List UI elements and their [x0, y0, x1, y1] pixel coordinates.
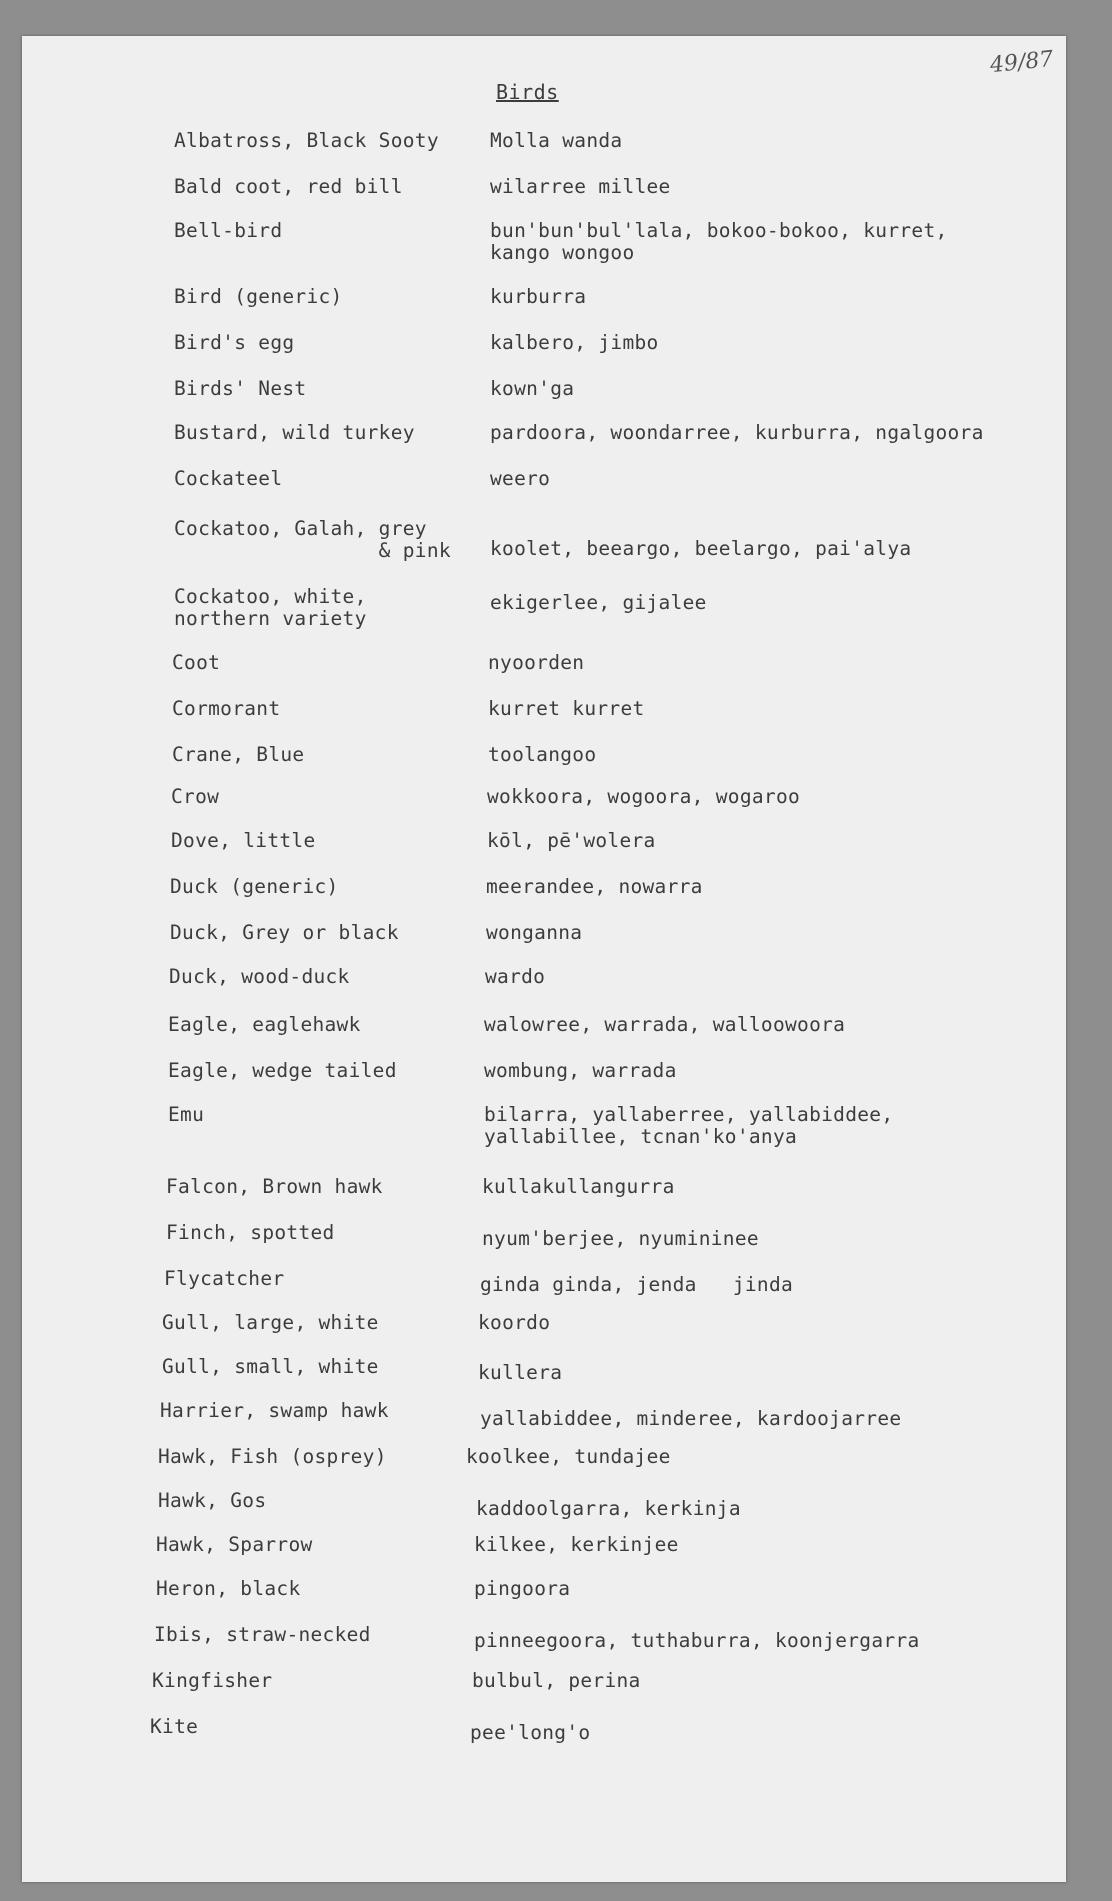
aboriginal-term: kurburra [490, 285, 587, 308]
english-term: Crane, Blue [172, 743, 305, 766]
list-item [22, 1356, 1066, 1404]
list-item [22, 1176, 1066, 1224]
list-item [22, 518, 1066, 566]
document-page [22, 36, 1066, 1882]
english-term: Birds' Nest [174, 377, 307, 400]
list-item [22, 1312, 1066, 1360]
aboriginal-term: pardoora, woondarree, kurburra, ngalgoora [490, 421, 984, 444]
english-term: Cockateel [174, 467, 283, 490]
english-term: Eagle, eaglehawk [168, 1013, 361, 1036]
aboriginal-term: koolkee, tundajee [466, 1445, 671, 1468]
english-term: Kite [150, 1715, 199, 1738]
list-item [22, 1060, 1066, 1108]
aboriginal-term: wonganna [486, 921, 583, 944]
english-term: Crow [171, 785, 220, 808]
aboriginal-term: nyum'berjee, nyumininee [482, 1227, 759, 1250]
list-item [22, 1490, 1066, 1538]
aboriginal-term: pinneegoora, tuthaburra, koonjergarra [474, 1629, 920, 1652]
english-term: Cockatoo, white, northern variety [174, 585, 367, 630]
aboriginal-term: meerandee, nowarra [486, 875, 703, 898]
page-title: Birds [496, 80, 559, 104]
aboriginal-term: koolet, beeargo, beelargo, pai'alya [490, 537, 912, 560]
list-item [22, 176, 1066, 224]
aboriginal-term: toolangoo [488, 743, 597, 766]
list-item [22, 1624, 1066, 1672]
list-item [22, 698, 1066, 746]
english-term: Falcon, Brown hawk [166, 1175, 383, 1198]
english-term: Flycatcher [164, 1267, 285, 1290]
english-term: Coot [172, 651, 221, 674]
list-item [22, 1222, 1066, 1270]
aboriginal-term: kullakullangurra [482, 1175, 675, 1198]
english-term: Emu [168, 1103, 205, 1126]
aboriginal-term: bilarra, yallaberree, yallabiddee, yallabillee, tcnan'ko'anya [484, 1103, 894, 1148]
aboriginal-term: kullera [478, 1361, 563, 1384]
list-item [22, 220, 1066, 268]
list-item [22, 1400, 1066, 1448]
list-item [22, 1670, 1066, 1718]
vocabulary-list [22, 36, 1066, 1882]
aboriginal-term: ginda ginda, jenda jinda [480, 1273, 794, 1296]
aboriginal-term: wombung, warrada [484, 1059, 677, 1082]
aboriginal-term: kilkee, kerkinjee [474, 1533, 679, 1556]
english-term: Kingfisher [152, 1669, 273, 1692]
aboriginal-term: pee'long'o [470, 1721, 591, 1744]
aboriginal-term: weero [490, 467, 551, 490]
aboriginal-term: kaddoolgarra, kerkinja [476, 1497, 741, 1520]
aboriginal-term: kurret kurret [488, 697, 645, 720]
list-item [22, 1446, 1066, 1494]
aboriginal-term: koordo [478, 1311, 551, 1334]
english-term: Eagle, wedge tailed [168, 1059, 397, 1082]
aboriginal-term: bulbul, perina [472, 1669, 641, 1692]
list-item [22, 468, 1066, 516]
english-term: Ibis, straw-necked [154, 1623, 371, 1646]
english-term: Hawk, Fish (osprey) [158, 1445, 387, 1468]
list-item [22, 652, 1066, 700]
english-term: Cockatoo, Galah, grey & pink [174, 517, 451, 562]
english-term: Bald coot, red bill [174, 175, 403, 198]
aboriginal-term: pingoora [474, 1577, 571, 1600]
list-item [22, 1716, 1066, 1764]
list-item [22, 1268, 1066, 1316]
aboriginal-term: wilarree millee [490, 175, 671, 198]
list-item [22, 830, 1066, 878]
list-item [22, 786, 1066, 834]
aboriginal-term: nyoorden [488, 651, 585, 674]
english-term: Gull, large, white [162, 1311, 379, 1334]
english-term: Duck, wood-duck [169, 965, 350, 988]
list-item [22, 966, 1066, 1014]
aboriginal-term: yallabiddee, minderee, kardoojarree [480, 1407, 902, 1430]
list-item [22, 1014, 1066, 1062]
list-item [22, 286, 1066, 334]
aboriginal-term: walowree, warrada, walloowoora [484, 1013, 846, 1036]
aboriginal-term: ekigerlee, gijalee [490, 591, 707, 614]
aboriginal-term: kown'ga [490, 377, 575, 400]
english-term: Gull, small, white [162, 1355, 379, 1378]
english-term: Hawk, Sparrow [156, 1533, 313, 1556]
aboriginal-term: Molla wanda [490, 129, 623, 152]
english-term: Duck, Grey or black [170, 921, 399, 944]
english-term: Bustard, wild turkey [174, 421, 415, 444]
english-term: Finch, spotted [166, 1221, 335, 1244]
list-item [22, 1578, 1066, 1626]
list-item [22, 422, 1066, 470]
english-term: Harrier, swamp hawk [160, 1399, 389, 1422]
aboriginal-term: wokkoora, wogoora, wogaroo [487, 785, 801, 808]
list-item [22, 876, 1066, 924]
aboriginal-term: bun'bun'bul'lala, bokoo-bokoo, kurret, kango wongoo [490, 219, 948, 264]
english-term: Bird's egg [174, 331, 295, 354]
list-item [22, 378, 1066, 426]
list-item [22, 130, 1066, 178]
aboriginal-term: wardo [485, 965, 546, 988]
english-term: Hawk, Gos [158, 1489, 267, 1512]
list-item [22, 1534, 1066, 1582]
english-term: Bird (generic) [174, 285, 343, 308]
list-item [22, 586, 1066, 634]
english-term: Heron, black [156, 1577, 301, 1600]
folio-number: 49/87 [988, 46, 1055, 79]
aboriginal-term: kōl, pē'wolera [487, 829, 656, 852]
english-term: Albatross, Black Sooty [174, 129, 439, 152]
english-term: Duck (generic) [170, 875, 339, 898]
list-item [22, 1104, 1066, 1152]
english-term: Cormorant [172, 697, 281, 720]
list-item [22, 332, 1066, 380]
english-term: Bell-bird [174, 219, 283, 242]
aboriginal-term: kalbero, jimbo [490, 331, 659, 354]
english-term: Dove, little [171, 829, 316, 852]
list-item [22, 922, 1066, 970]
